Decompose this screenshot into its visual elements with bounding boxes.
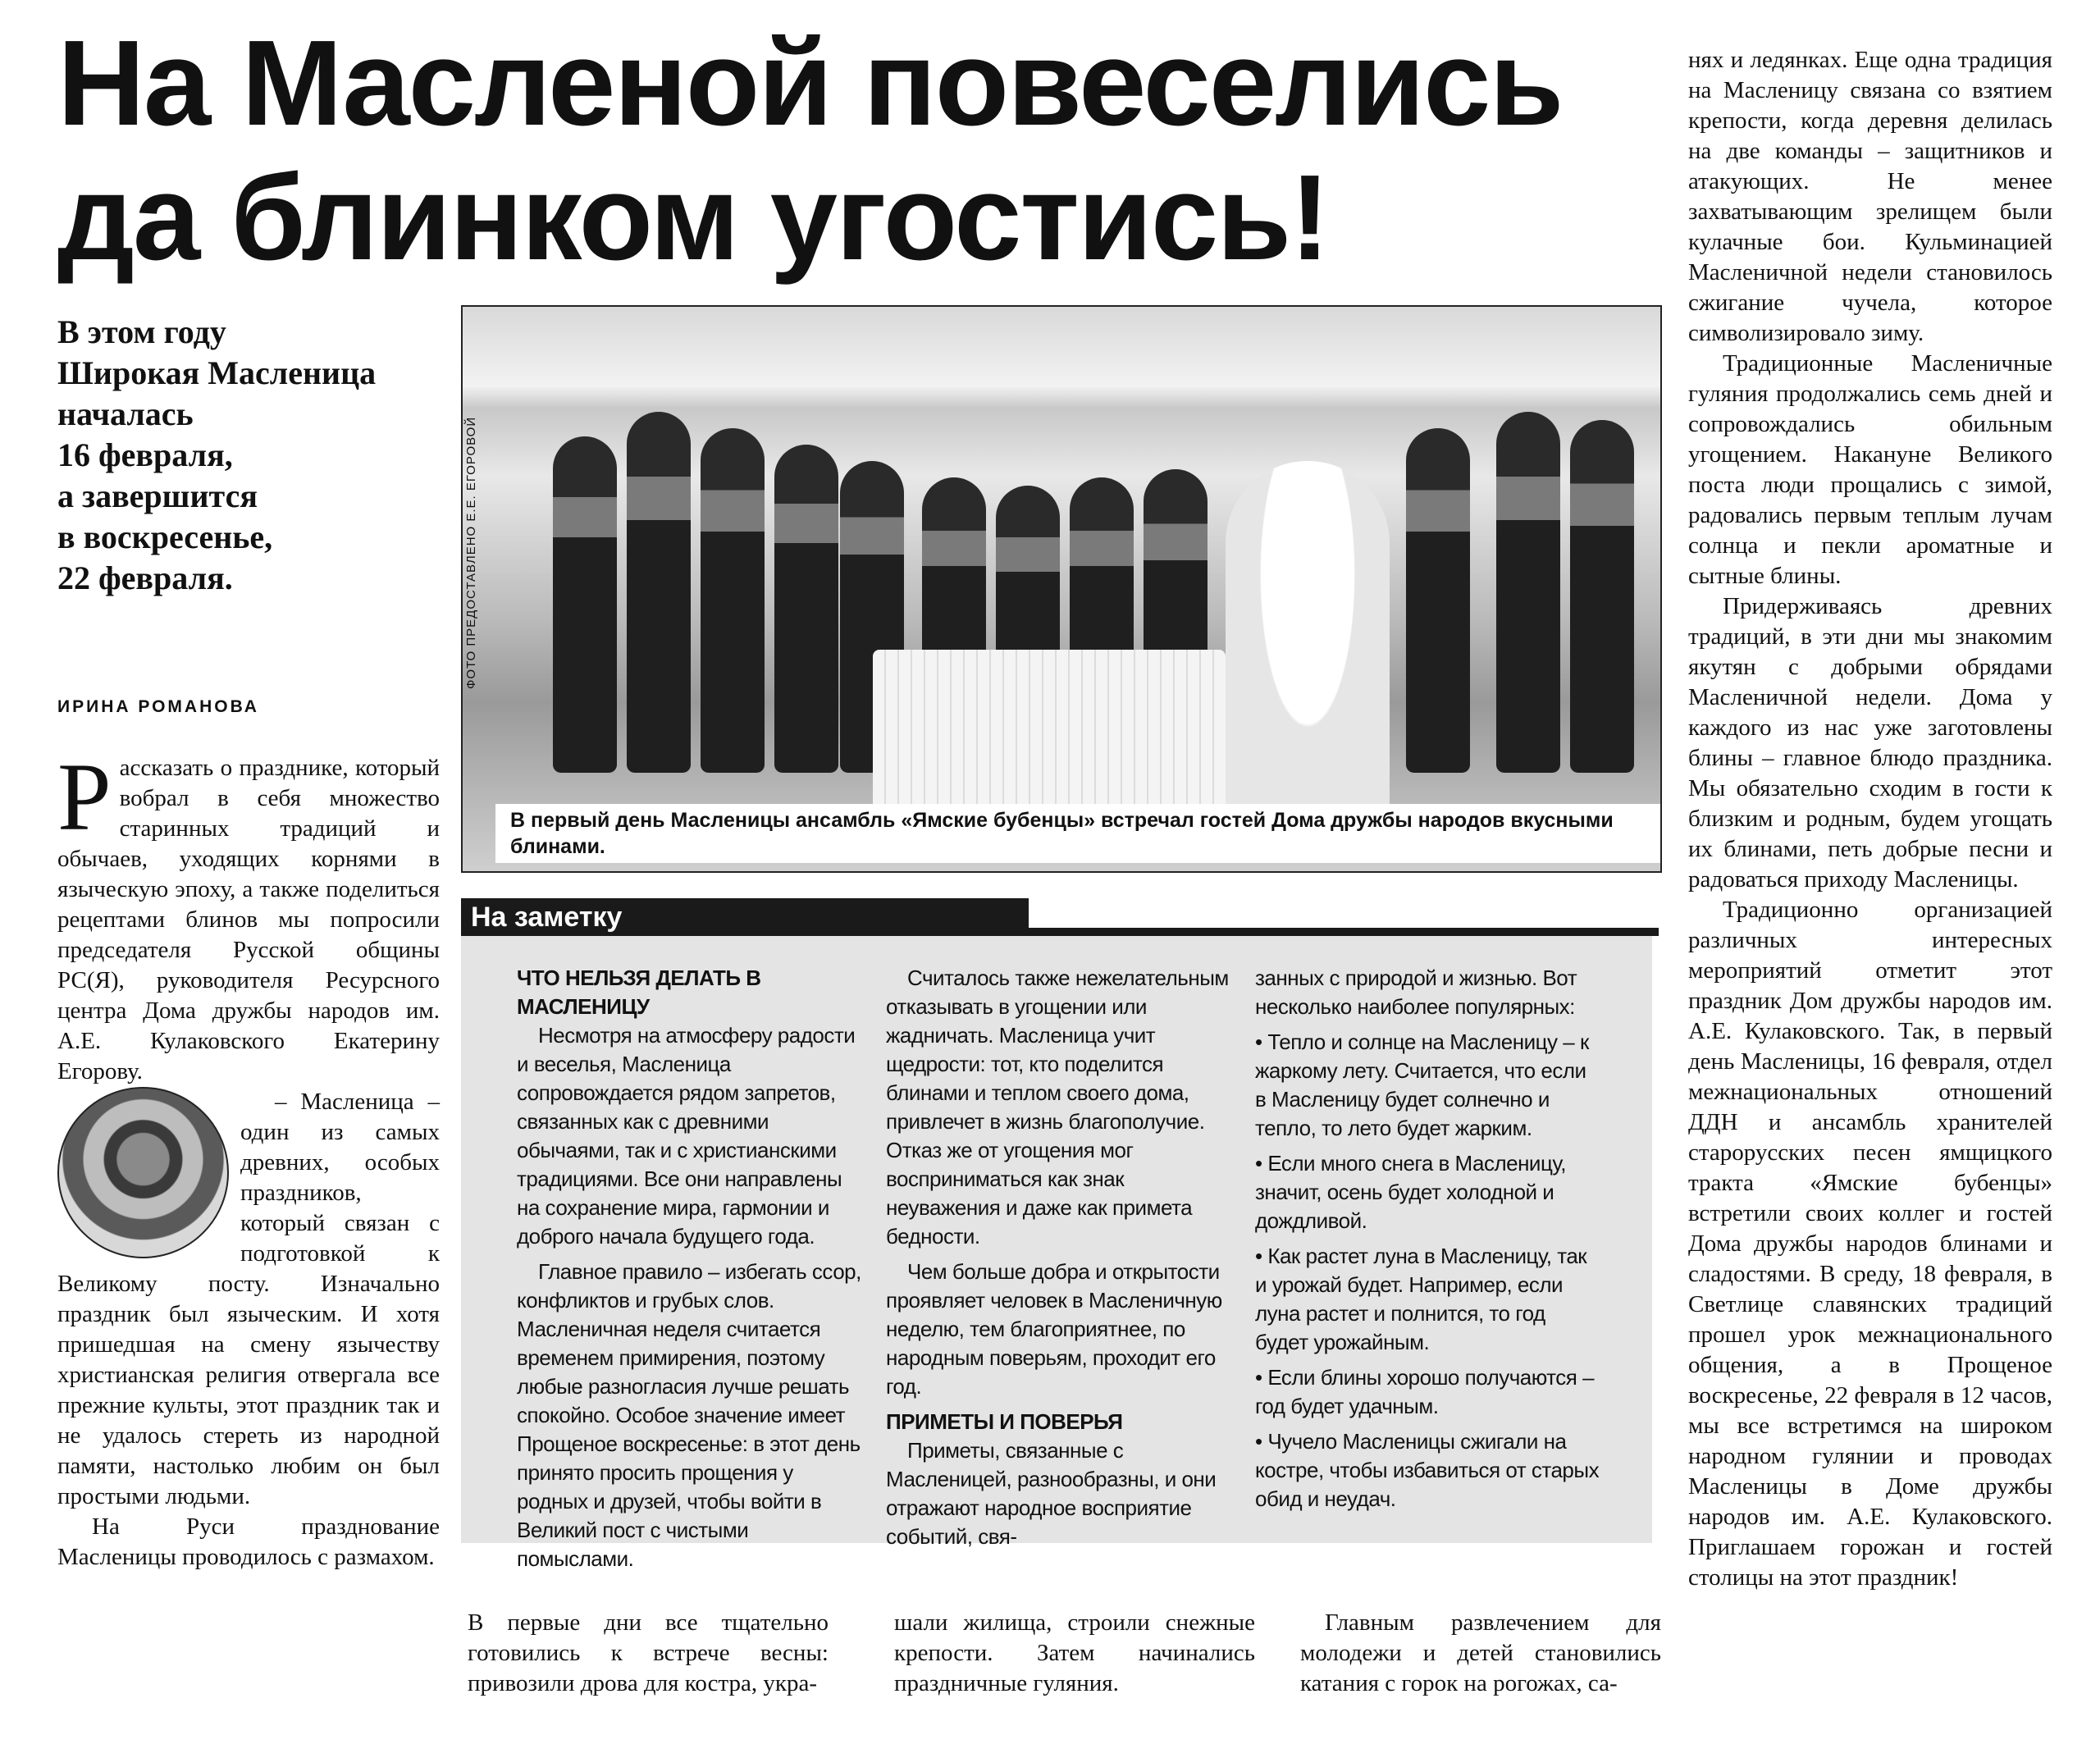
sidebar-paragraph: Приметы, связанные с Масленицей, разнообразны, и они отражают народное восприятие событий, свя- bbox=[886, 1438, 1217, 1549]
sidebar-column-2 bbox=[886, 964, 1230, 1558]
body-paragraph: В первые дни все тщательно готовились к встрече весны: привозили дрова для костра, укра- bbox=[468, 1609, 829, 1696]
sidebar-bullet: • Чучело Масленицы сжигали на костре, чтобы избавиться от старых обид и неудач. bbox=[1255, 1429, 1600, 1511]
photo-figure bbox=[774, 445, 838, 773]
sidebar-bullet: • Если много снега в Масленицу, значит, осень будет холодной и дождливой. bbox=[1255, 1151, 1566, 1233]
headline-line-2: да блинком угостись! bbox=[57, 150, 1329, 285]
lead-paragraph bbox=[57, 312, 443, 599]
body-paragraph: нях и ледянках. Еще одна традиция на Масленицу связана со взятием крепости, когда деревня делилась на две команды – защитников и атакующих. Не менее захватывающим зрелищем были кулачные бои. Кульминацией Масленичной недели становилось сжигание чучела, которое символизировало зиму. bbox=[1688, 47, 2052, 346]
sidebar-column-1 bbox=[517, 964, 861, 1580]
body-paragraph: шали жилища, строили снежные крепости. Затем начинались праздничные гуляния. bbox=[894, 1609, 1255, 1696]
intro-paragraph: Рассказать о празднике, который вобрал в себя множество старинных традиций и обычаев, уходящих корнями в языческую эпоху, а также поделиться рецептами блинов мы попросили председателя Русской общины РС(Я), руководителя Ресурсного центра Дома дружбы народов им. А.Е. Кулаковского Екатерину Егорову. bbox=[57, 743, 440, 1084]
lead-line: 16 февраля, bbox=[57, 436, 233, 473]
photo-caption: В первый день Масленицы ансамбль «Ямские бубенцы» встречал гостей Дома дружбы народов вкусными блинами. bbox=[495, 804, 1660, 863]
bottom-column-1 bbox=[468, 1608, 829, 1699]
quote-paragraph: – Масленица – один из самых древних, особых праздников, который связан с подготовкой к Великому посту. Изначально праздник был языческим. И хотя пришедшая на смену язычеству христианская религия отвергала все прежние культы, этот праздник так и не удалось стереть из народной памяти, настолько любим он был простыми людьми. bbox=[57, 1089, 440, 1509]
sidebar-column-3 bbox=[1255, 964, 1600, 1520]
photo-figure bbox=[1406, 428, 1470, 773]
body-paragraph: Придерживаясь древних традиций, в эти дни мы знакомим якутян с добрыми обрядами Масленичной недели. Дома у каждого из нас уже заготовлены блины – главное блюдо праздника. Мы обязательно сходим в гости к близким и родным, будем угощать их блинами, петь добрые песни и радоваться приходу Масленицы. bbox=[1688, 593, 2052, 893]
photo-figure bbox=[1570, 420, 1634, 773]
lead-line: а завершится bbox=[57, 477, 258, 514]
lead-line: в воскресенье, bbox=[57, 518, 273, 555]
sidebar-paragraph: Несмотря на атмосферу радости и веселья, Масленица сопровождается рядом запретов, связанных как с древними обычаями, так и с христианскими традициями. Все они направлены на сохранение мира, гармонии и доброго начала будущего года. bbox=[517, 1023, 856, 1249]
drop-cap: Р bbox=[57, 743, 112, 851]
sidebar-rule bbox=[1019, 928, 1659, 936]
lead-line: 22 февраля. bbox=[57, 559, 233, 596]
sidebar-label: На заметку bbox=[461, 898, 1029, 936]
sidebar-bullet: • Если блины хорошо получаются – год будет удачным. bbox=[1255, 1365, 1595, 1418]
sidebar-paragraph: Чем больше добра и открытости проявляет человек в Масленичную неделю, тем благоприятнее, по народным поверьям, проходит его год. bbox=[886, 1259, 1222, 1399]
photo-figure bbox=[701, 428, 765, 773]
photo-maslenitsa-effigy bbox=[1226, 461, 1390, 838]
photo-figure bbox=[627, 412, 691, 773]
headline bbox=[57, 16, 1657, 285]
right-article-column bbox=[1688, 45, 2052, 1593]
lead-line: В этом году bbox=[57, 313, 226, 350]
main-photo bbox=[461, 305, 1662, 873]
sidebar-heading: ЧТО НЕЛЬЗЯ ДЕЛАТЬ В МАСЛЕНИЦУ bbox=[517, 966, 761, 1019]
author-portrait-photo bbox=[57, 1087, 229, 1258]
author-byline: ИРИНА РОМАНОВА bbox=[57, 697, 259, 716]
body-paragraph: Главным развлечением для молодежи и детей становились катания с горок на рогожах, са- bbox=[1300, 1609, 1661, 1696]
bottom-column-2 bbox=[894, 1608, 1255, 1699]
photo-figure bbox=[553, 436, 617, 773]
left-article-column bbox=[57, 743, 440, 1573]
headline-line-1: На Масленой повеселись bbox=[57, 16, 1563, 151]
sidebar-heading: ПРИМЕТЫ И ПОВЕРЬЯ bbox=[886, 1409, 1123, 1434]
sidebar-paragraph: Главное правило – избегать ссор, конфликтов и грубых слов. Масленичная неделя считается временем примирения, поэтому любые разногласия лучше решать спокойно. Особое значение имеет Прощеное воскресенье: в этот день принято просить прощения у родных и друзей, чтобы войти в Великий пост с чистыми помыслами. bbox=[517, 1259, 861, 1571]
photo-credit: ФОТО ПРЕДОСТАВЛЕНО Е.Е. ЕГОРОВОЙ bbox=[464, 416, 478, 690]
sidebar-paragraph: занных с природой и жизнью. Вот несколько наиболее популярных: bbox=[1255, 966, 1577, 1019]
photo-figure bbox=[1496, 412, 1560, 773]
lead-line: началась bbox=[57, 395, 194, 432]
lead-line: Широкая Масленица bbox=[57, 354, 377, 391]
bottom-column-3 bbox=[1300, 1608, 1661, 1699]
sidebar-paragraph: Считалось также нежелательным отказывать в угощении или жадничать. Масленица учит щедрости: тот, кто поделится блинами и теплом своего дома, привлечет в жизнь благополучие. Отказ же от угощения мог восприниматься как знак неуважения и даже как примета бедности. bbox=[886, 966, 1229, 1249]
sidebar-note bbox=[461, 898, 1659, 1571]
sidebar-bullet: • Как растет луна в Масленицу, так и урожай будет. Например, если луна растет и полнится, то год будет урожайным. bbox=[1255, 1244, 1587, 1354]
body-paragraph: Традиционно организацией различных интересных мероприятий отметит этот праздник Дом дружбы народов им. А.Е. Кулаковского. Так, в первый день Масленицы, 16 февраля, отдел межнациональных отношений ДДН и ансамбль хранителей старорусских песен ямщицкого тракта «Ямские бубенцы» встретили своих коллег и гостей Дома дружбы народов блинами и сладостями. В среду, 18 февраля, в Светлице славянских традиций прошел урок межнационального общения, а в Прощеное воскресенье, 22 февраля в 12 часов, мы все встретимся на широком народном гулянии и проводах Масленицы в Доме дружбы народов им. А.Е. Кулаковского. Приглашаем горожан и гостей столицы на этот праздник! bbox=[1688, 897, 2052, 1591]
sidebar-bullet: • Тепло и солнце на Масленицу – к жаркому лету. Считается, что если в Масленицу будет солнечно и тепло, то лето будет жарким. bbox=[1255, 1030, 1589, 1140]
body-paragraph: Традиционные Масленичные гуляния продолжались семь дней и сопровождались обильным угощением. Накануне Великого поста люди прощались с зимой, радовались первым теплым лучам солнца и пекли ароматные и сытные блины. bbox=[1688, 350, 2052, 589]
body-paragraph: На Руси празднование Масленицы проводилось с размахом. bbox=[57, 1513, 440, 1570]
photo-table bbox=[873, 650, 1226, 814]
